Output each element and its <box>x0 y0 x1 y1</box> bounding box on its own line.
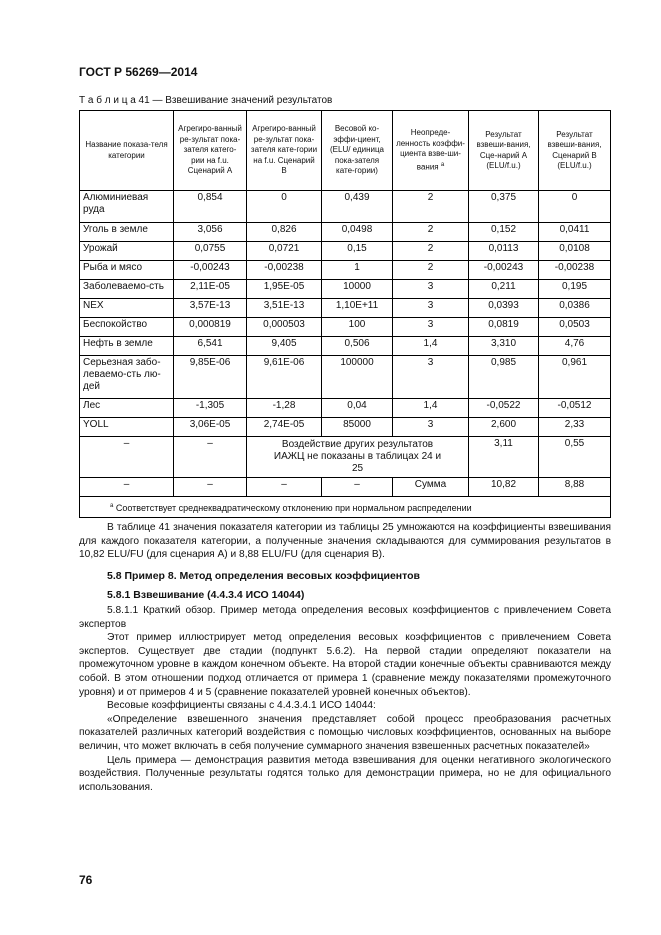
category-name-cell: Лес <box>80 399 174 418</box>
table-cell: – <box>174 478 247 497</box>
table-cell: 3,310 <box>469 337 539 356</box>
table-cell: 9,61E-06 <box>247 356 322 399</box>
table-cell: – <box>322 478 393 497</box>
table-cell: 0,985 <box>469 356 539 399</box>
table-cell: 2,74E-05 <box>247 418 322 437</box>
header-cell: Агрегиро-ванный ре-зультат пока-зателя катего-рии на f.u. Сценарий А <box>174 111 247 191</box>
header-cell-text: Неопреде-ленность коэффи-циента взве-ши-вания <box>396 128 465 172</box>
table-cell: 100000 <box>322 356 393 399</box>
table-cell: 3,11 <box>469 437 539 478</box>
table-row-sum <box>80 478 611 497</box>
table-cell: 2,11E-05 <box>174 280 247 299</box>
table-cell: 0 <box>247 191 322 223</box>
table-footnote <box>80 497 611 518</box>
table-cell: – <box>80 478 174 497</box>
table-cell: 1,95E-05 <box>247 280 322 299</box>
table-cell: 3 <box>393 356 469 399</box>
table-row <box>80 318 611 337</box>
table-cell: 0,55 <box>539 437 611 478</box>
table-cell: 0,0411 <box>539 223 611 242</box>
table-cell: 0,04 <box>322 399 393 418</box>
table-cell: 6,541 <box>174 337 247 356</box>
category-name-cell: YOLL <box>80 418 174 437</box>
sum-label: Сумма <box>393 478 469 497</box>
category-name-cell: Заболеваемо-сть <box>80 280 174 299</box>
header-cell: Результат взвеши-вания, Сценарий В (ELU/f.u.) <box>539 111 611 191</box>
table-cell: -0,00238 <box>247 261 322 280</box>
table-cell: 0,375 <box>469 191 539 223</box>
table-row <box>80 223 611 242</box>
body-text-2 <box>79 604 611 794</box>
table-cell: -0,00243 <box>469 261 539 280</box>
table-cell: 0,152 <box>469 223 539 242</box>
subsection-title: 5.8.1 Взвешивание (4.4.3.4 ИСО 14044) <box>107 589 305 601</box>
table-cell: 0,854 <box>174 191 247 223</box>
header-cell <box>393 111 469 191</box>
table-cell: 3,06E-05 <box>174 418 247 437</box>
table-cell: 4,76 <box>539 337 611 356</box>
category-name-cell: NEX <box>80 299 174 318</box>
paragraph: В таблице 41 значения показателя категории из таблицы 25 умножаются на коэффициенты взвешивания для каждого показателя категории, а полученные значения складываются для суммирования результатов в 10,82 ELU/FU (для сценария А) и 8,88 ELU/FU (для сценария В). <box>79 522 611 561</box>
paragraph: 5.8.1.1 Краткий обзор. Пример метода определения весовых коэффициентов с привлечением Совета экспертов <box>79 605 611 630</box>
header-cell: Агрегиро-ванный ре-зультат пока-зателя кате-гории на f.u. Сценарий В <box>247 111 322 191</box>
table-cell: 0,826 <box>247 223 322 242</box>
table-cell: -0,0522 <box>469 399 539 418</box>
table-cell: 3,57E-13 <box>174 299 247 318</box>
table-cell: 0,0721 <box>247 242 322 261</box>
table-header-row <box>80 111 611 191</box>
paragraph: Весовые коэффициенты связаны с 4.4.3.4.1 ИСО 14044: <box>107 700 376 712</box>
table-cell: 0,0819 <box>469 318 539 337</box>
paragraph: Этот пример иллюстрирует метод определения весовых коэффициентов с привлечением Совета экспертов. Существует две стадии (подпункт 5.6.2). На первой стадии определяют показатели на промежуточном уровне в каждом конечном объекте. На второй стадии конечные объекты сравниваются между собой. В этом отношении подход отличается от примера 1 (сравнение между показателями промежуточного уровня) и от примеров 4 и 5 (сравнение показателей уровней конечных объектов). <box>79 632 611 698</box>
table-cell: 2 <box>393 242 469 261</box>
results-table <box>79 110 611 518</box>
category-name-cell: Уголь в земле <box>80 223 174 242</box>
table-cell: 85000 <box>322 418 393 437</box>
table-cell: 0,15 <box>322 242 393 261</box>
table-cell: 0,506 <box>322 337 393 356</box>
document-header: ГОСТ Р 56269—2014 <box>79 65 198 79</box>
table-cell: 0,0386 <box>539 299 611 318</box>
header-cell: Весовой ко-эффи-циент, (ELU/ единица пока-зателя кате-гории) <box>322 111 393 191</box>
table-cell: – <box>80 437 174 478</box>
table-cell: -1,305 <box>174 399 247 418</box>
table-cell: 0,0755 <box>174 242 247 261</box>
table-cell: 3 <box>393 299 469 318</box>
category-name-cell: Урожай <box>80 242 174 261</box>
header-cell: Результат взвеши-вания, Сце-нарий А (ELU/f.u.) <box>469 111 539 191</box>
footnote-mark: а <box>110 503 114 509</box>
table-row <box>80 356 611 399</box>
table-cell: -1,28 <box>247 399 322 418</box>
table-cell: 9,405 <box>247 337 322 356</box>
table-cell: 1,10E+11 <box>322 299 393 318</box>
table-cell: 2 <box>393 223 469 242</box>
table-cell: 1 <box>322 261 393 280</box>
table-cell: 0,195 <box>539 280 611 299</box>
table-caption: Т а б л и ц а 41 — Взвешивание значений результатов <box>79 95 333 106</box>
table-cell: 10,82 <box>469 478 539 497</box>
table-cell: 0,0393 <box>469 299 539 318</box>
table-cell: 100 <box>322 318 393 337</box>
table-cell: 0 <box>539 191 611 223</box>
category-name-cell: Серьезная забо-леваемо-сть лю-дей <box>80 356 174 399</box>
table-cell: 3 <box>393 280 469 299</box>
table-cell: 0,211 <box>469 280 539 299</box>
category-name-cell: Беспокойство <box>80 318 174 337</box>
category-name-cell: Алюминиевая руда <box>80 191 174 223</box>
category-name-cell: Рыба и мясо <box>80 261 174 280</box>
table-cell: 10000 <box>322 280 393 299</box>
table-cell: 3,056 <box>174 223 247 242</box>
table-cell: 3 <box>393 418 469 437</box>
table-cell: 2 <box>393 191 469 223</box>
header-cell: Название показа-теля категории <box>80 111 174 191</box>
table-footnote-row <box>80 497 611 518</box>
table-cell: 0,000819 <box>174 318 247 337</box>
body-text-1 <box>79 521 611 562</box>
section-title: 5.8 Пример 8. Метод определения весовых коэффициентов <box>107 570 421 582</box>
table-cell: 0,0503 <box>539 318 611 337</box>
table-row <box>80 261 611 280</box>
footnote-text: Соответствует среднеквадратическому отклонению при нормальном распределении <box>115 503 472 513</box>
table-cell: 1,4 <box>393 337 469 356</box>
table-cell: 0,000503 <box>247 318 322 337</box>
table-cell: 3 <box>393 318 469 337</box>
table-cell: 0,439 <box>322 191 393 223</box>
table-cell: 1,4 <box>393 399 469 418</box>
table-cell: 2 <box>393 261 469 280</box>
table-cell: -0,0512 <box>539 399 611 418</box>
table-row <box>80 242 611 261</box>
table-cell: 9,85E-06 <box>174 356 247 399</box>
table-cell: 0,0113 <box>469 242 539 261</box>
category-name-cell: Нефть в земле <box>80 337 174 356</box>
table-cell: -0,00238 <box>539 261 611 280</box>
table-row <box>80 191 611 223</box>
table-row <box>80 418 611 437</box>
table-cell: – <box>174 437 247 478</box>
table-row <box>80 280 611 299</box>
paragraph: Цель примера — демонстрация развития метода взвешивания для оценки негативного экологического воздействия. Полученные результаты годятся только для демонстрации примера, но не для официального использования. <box>79 754 611 793</box>
table-cell: 3,51E-13 <box>247 299 322 318</box>
table-cell: 0,0108 <box>539 242 611 261</box>
table-row-other <box>80 437 611 478</box>
page-number: 76 <box>79 873 93 887</box>
table-cell: 0,0498 <box>322 223 393 242</box>
table-cell: -0,00243 <box>174 261 247 280</box>
table-row <box>80 337 611 356</box>
merged-cell: Воздействие других результатов ИАЖЦ не показаны в таблицах 24 и 25 <box>247 437 469 478</box>
table-cell: 2,600 <box>469 418 539 437</box>
table-cell: 0,961 <box>539 356 611 399</box>
table-cell: 2,33 <box>539 418 611 437</box>
table-row <box>80 399 611 418</box>
paragraph: «Определение взвешенного значения представляет собой процесс преобразования расчетных показателей различных категорий воздействия с помощью числовых коэффициентов, основанных на выборе величин, что может включать в себя получение суммарного значения взвешенных расчетных показателей» <box>79 713 611 752</box>
table-row <box>80 299 611 318</box>
table-cell: 8,88 <box>539 478 611 497</box>
table-cell: – <box>247 478 322 497</box>
footnote-ref: а <box>440 161 445 168</box>
